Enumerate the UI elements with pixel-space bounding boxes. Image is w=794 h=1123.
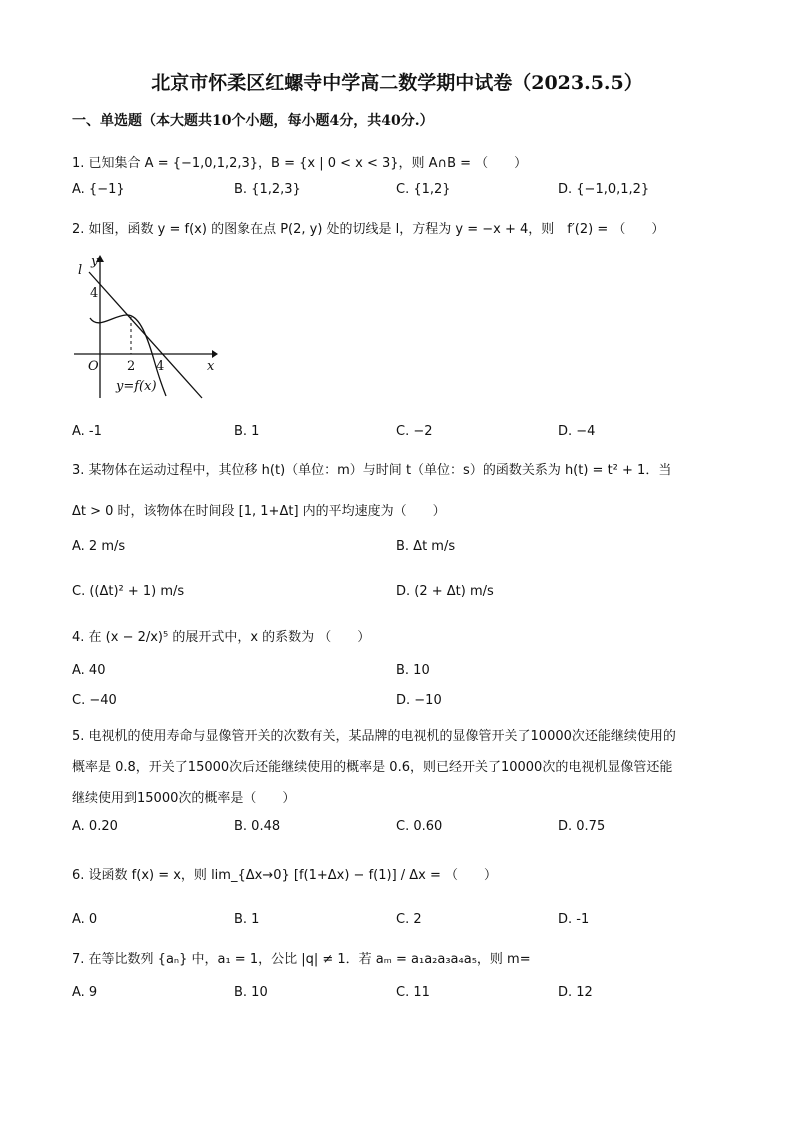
x-tick-4: 4	[156, 359, 165, 374]
question-4-option-c: C. −40	[72, 693, 117, 708]
section-heading: 一、单选题（本大题共10个小题，每小题4分，共40分.）	[72, 113, 434, 129]
origin-label: O	[88, 359, 99, 374]
x-axis-label: x	[207, 359, 215, 374]
question-6-option-b: B. 1	[234, 912, 260, 927]
question-1-option-b: B. {1,2,3}	[234, 182, 301, 197]
question-5-option-c: C. 0.60	[396, 819, 443, 834]
y-axis-label: y	[91, 254, 99, 269]
question-7-option-d: D. 12	[558, 985, 593, 1000]
question-3-stem-line1: 3. 某物体在运动过程中，其位移 h(t)（单位：m）与时间 t（单位：s）的函数关系为 h(t) = t² + 1．当	[72, 463, 672, 478]
question-5-option-d: D. 0.75	[558, 819, 606, 834]
question-6-stem: 6. 设函数 f(x) = x，则 lim_{Δx→0} [f(1+Δx) − f(1)] / Δx = （ ）	[72, 868, 498, 883]
question-3-stem-line2: Δt > 0 时，该物体在时间段 [1, 1+Δt] 内的平均速度为（ ）	[72, 504, 446, 519]
curve-label: y=f(x)	[116, 379, 157, 394]
question-2-option-d: D. −4	[558, 424, 596, 439]
question-2-option-a: A. -1	[72, 424, 102, 439]
question-1-option-c: C. {1,2}	[396, 182, 451, 197]
question-6-option-a: A. 0	[72, 912, 98, 927]
question-7-option-b: B. 10	[234, 985, 268, 1000]
question-1-option-a: A. {−1}	[72, 182, 125, 197]
x-axis-arrow	[212, 350, 218, 358]
function-graph	[72, 250, 222, 406]
question-4-option-a: A. 40	[72, 663, 106, 678]
question-6-option-d: D. -1	[558, 912, 590, 927]
question-5-stem-line2: 概率是 0.8，开关了15000次后还能继续使用的概率是 0.6，则已经开关了10000次的电视机显像管还能	[72, 760, 673, 775]
question-4-stem: 4. 在 (x − 2/x)⁵ 的展开式中，x 的系数为 （ ）	[72, 630, 371, 645]
exam-title: 北京市怀柔区红螺寺中学高二数学期中试卷（2023.5.5）	[151, 72, 643, 94]
question-5-option-a: A. 0.20	[72, 819, 118, 834]
question-4-option-b: B. 10	[396, 663, 430, 678]
question-2-stem: 2. 如图，函数 y = f(x) 的图象在点 P(2, y) 处的切线是 l，方程为 y = −x + 4，则 f′(2) = （ ）	[72, 222, 665, 237]
question-7-stem: 7. 在等比数列 {aₙ} 中，a₁ = 1，公比 |q| ≠ 1．若 aₘ = a₁a₂a₃a₄a₅，则 m=	[72, 952, 531, 967]
tangent-label: l	[78, 263, 83, 278]
question-3-option-c: C. ((Δt)² + 1) m/s	[72, 584, 185, 599]
question-6-option-c: C. 2	[396, 912, 422, 927]
question-1-option-d: D. {−1,0,1,2}	[558, 182, 650, 197]
question-2-option-b: B. 1	[234, 424, 260, 439]
question-3-option-d: D. (2 + Δt) m/s	[396, 584, 494, 599]
question-5-stem-line1: 5. 电视机的使用寿命与显像管开关的次数有关，某品牌的电视机的显像管开关了10000次还能继续使用的	[72, 729, 676, 744]
question-7-option-c: C. 11	[396, 985, 430, 1000]
question-5-option-b: B. 0.48	[234, 819, 281, 834]
x-tick-2: 2	[127, 359, 136, 374]
question-3-option-b: B. Δt m/s	[396, 539, 456, 554]
y-tick-4: 4	[90, 286, 99, 301]
question-1-stem: 1. 已知集合 A = {−1,0,1,2,3}，B = {x | 0 < x < 3}，则 A∩B = （ ）	[72, 156, 528, 171]
question-7-option-a: A. 9	[72, 985, 98, 1000]
question-4-option-d: D. −10	[396, 693, 442, 708]
question-5-stem-line3: 继续使用到15000次的概率是（ ）	[72, 791, 296, 806]
question-3-option-a: A. 2 m/s	[72, 539, 126, 554]
question-2-option-c: C. −2	[396, 424, 433, 439]
